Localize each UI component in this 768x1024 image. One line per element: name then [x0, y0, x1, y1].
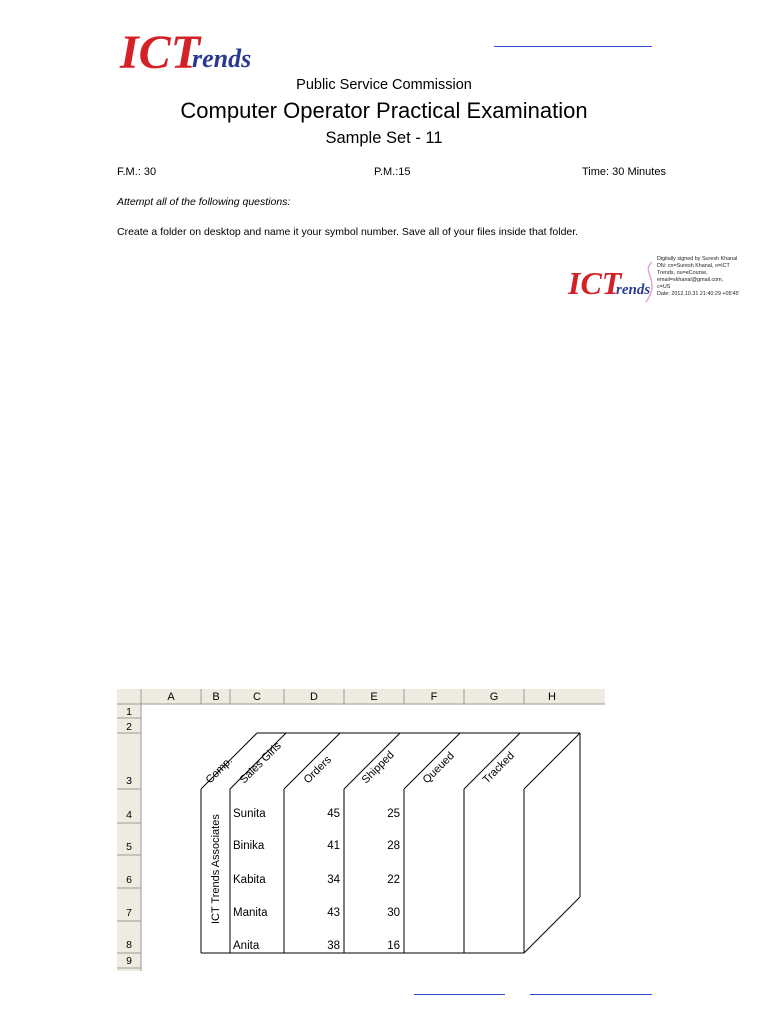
column-header-a[interactable]: A [167, 691, 175, 703]
cell-shipped: 25 [387, 808, 400, 820]
column-header-h[interactable]: H [548, 691, 556, 703]
cell-shipped: 28 [387, 840, 400, 852]
column-header-dividers [117, 689, 605, 971]
row-header-1[interactable]: 1 [126, 706, 132, 718]
header-queued: Queued [420, 749, 457, 787]
signature-line: Digitally signed by Suresh Khanal [657, 256, 738, 262]
cell-name: Sunita [233, 808, 266, 820]
cell-orders: 38 [327, 940, 340, 952]
cell-name: Manita [233, 907, 268, 919]
cell-name: Binika [233, 840, 265, 852]
page-subtitle: Sample Set - 11 [325, 129, 443, 147]
cell-orders: 45 [327, 808, 340, 820]
cell-orders: 41 [327, 840, 340, 852]
signature-line: Trends, ou=eCourse, [657, 269, 708, 276]
signature-line: c=US [657, 283, 671, 290]
column-header-c[interactable]: C [253, 691, 261, 703]
cell-name: Anita [233, 940, 260, 952]
instruction-folder: Create a folder on desktop and name it your symbol number. Save all of your files inside that folder. [117, 226, 579, 238]
row-header-9[interactable]: 9 [126, 955, 132, 967]
footer-link-underline-left[interactable] [414, 994, 505, 995]
pass-marks: P.M.:15 [374, 166, 411, 178]
logo-letters: ICT [120, 26, 201, 76]
organization-name: Public Service Commission [296, 77, 472, 93]
full-marks: F.M.: 30 [117, 166, 157, 178]
exam-time: Time: 30 Minutes [582, 166, 666, 178]
signature-line: Date: 2012.10.31 21:40:29 +05'45' [657, 290, 740, 297]
footer-link-underline-right[interactable] [530, 994, 652, 995]
page-title: Computer Operator Practical Examination [180, 98, 588, 123]
signature-line: DN: cn=Suresh Khanal, o=ICT [657, 262, 730, 269]
cell-name: Kabita [233, 874, 266, 886]
header-comp: Comp. [203, 754, 236, 787]
cell-orders: 43 [327, 907, 340, 919]
instruction-attempt: Attempt all of the following questions: [117, 196, 291, 208]
column-header-band [117, 689, 605, 704]
signature-line: email=skhanal@gmail.com, [657, 276, 724, 283]
signature-logo-letters: ICT [568, 265, 622, 301]
signature-logo-script: rends [616, 282, 651, 298]
cell-orders: 34 [327, 874, 340, 886]
logo-script: rends [192, 44, 252, 73]
column-header-f[interactable]: F [430, 691, 438, 703]
row-header-8[interactable]: 8 [126, 939, 132, 951]
header-orders: Orders [301, 753, 334, 787]
row-header-3[interactable]: 3 [126, 775, 132, 787]
header-tracked: Tracked [480, 749, 517, 787]
row-header-5[interactable]: 5 [126, 841, 132, 853]
cell-shipped: 22 [387, 874, 400, 886]
column-header-d[interactable]: D [310, 691, 318, 703]
header-sales-girls: Sales Girls [237, 740, 284, 787]
column-header-e[interactable]: E [370, 691, 378, 703]
header-shipped: Shipped [359, 749, 397, 787]
group-label-ict-trends-associates: ICT Trends Associates [210, 814, 222, 924]
cell-shipped: 16 [387, 940, 400, 952]
row-header-7[interactable]: 7 [126, 907, 132, 919]
row-header-4[interactable]: 4 [126, 809, 132, 821]
column-header-g[interactable]: G [489, 691, 499, 703]
column-header-b[interactable]: B [212, 691, 220, 703]
row-header-2[interactable]: 2 [126, 721, 132, 733]
row-header-6[interactable]: 6 [126, 874, 132, 886]
cell-shipped: 30 [387, 907, 400, 919]
